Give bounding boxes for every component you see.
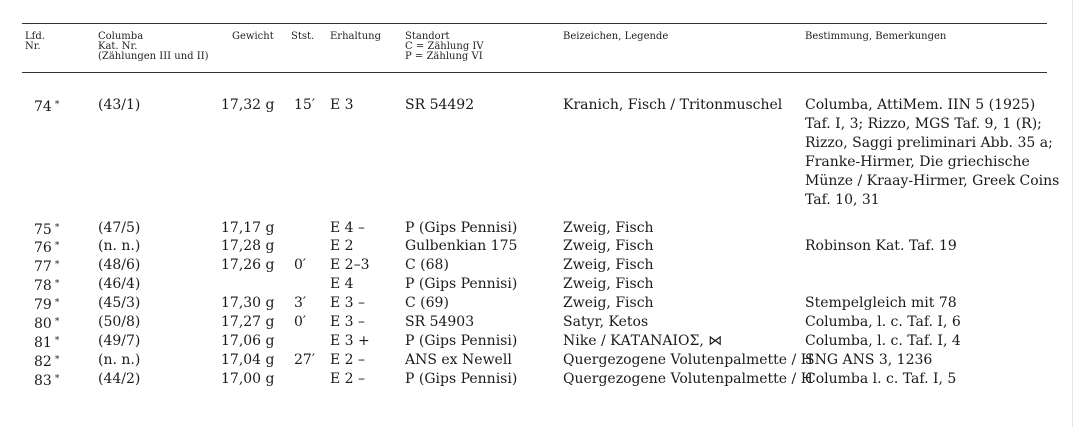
cell-beizeichen: Zweig, Fisch	[563, 295, 654, 311]
cell-bestimmung: Stempelgleich mit 78	[805, 295, 957, 311]
cell-erhaltung: E 2 –	[330, 371, 366, 387]
cell-standort: C (68)	[405, 257, 449, 273]
header-columba: Columba Kat. Nr. (Zählungen III und II)	[98, 31, 209, 62]
row-number	[34, 275, 59, 295]
cell-standort: P (Gips Pennisi)	[405, 333, 518, 349]
cell-gewicht: 17,26 g	[221, 257, 275, 273]
top-rule	[22, 23, 1047, 24]
row-number-value: 74	[34, 99, 52, 115]
cell-erhaltung: E 3 –	[330, 295, 366, 311]
header-rule	[22, 72, 1047, 73]
row-number	[34, 351, 59, 371]
cell-beizeichen: Zweig, Fisch	[563, 220, 654, 236]
cell-standort: P (Gips Pennisi)	[405, 220, 518, 236]
row-74-notes: Columba, AttiMem. IIN 5 (1925) Taf. I, 3; Rizzo, MGS Taf. 9, 1 (R); Rizzo, Saggi preliminari Abb. 35 a; Franke-Hirmer, Die griechische Münze / Kraay-Hirmer, Greek Coins Taf. 10, 31	[805, 97, 1060, 208]
cell-columba: (47/5)	[98, 220, 141, 236]
row-number	[34, 256, 59, 276]
row-number	[34, 370, 59, 390]
asterisk-mark: *	[54, 241, 60, 251]
row-number	[34, 96, 59, 116]
row-number-value: 78	[34, 278, 52, 294]
row-number	[34, 219, 59, 239]
asterisk-mark: *	[54, 260, 60, 270]
asterisk-mark: *	[54, 336, 60, 346]
cell-stst: 0′	[294, 257, 307, 273]
cell-columba: (49/7)	[98, 333, 141, 349]
cell-bestimmung: SNG ANS 3, 1236	[805, 352, 933, 368]
cell-beizeichen: Satyr, Ketos	[563, 314, 649, 330]
cell-beizeichen: Kranich, Fisch / Tritonmuschel	[563, 97, 783, 113]
cell-columba: (43/1)	[98, 97, 141, 113]
asterisk-mark: *	[54, 317, 60, 327]
cell-stst: 3′	[294, 295, 307, 311]
cell-columba: (44/2)	[98, 371, 141, 387]
asterisk-mark: *	[54, 374, 60, 384]
cell-erhaltung: E 2 –	[330, 352, 366, 368]
cell-erhaltung: E 3 +	[330, 333, 370, 349]
cell-stst: 15′	[294, 97, 315, 113]
cell-gewicht: 17,06 g	[221, 333, 275, 349]
header-bestimmung: Bestimmung, Bemerkungen	[805, 31, 947, 42]
cell-gewicht: 17,32 g	[221, 97, 275, 113]
cell-standort: SR 54492	[405, 97, 475, 113]
cell-beizeichen: Quergezogene Volutenpalmette / H	[563, 371, 813, 387]
cell-gewicht: 17,17 g	[221, 220, 275, 236]
row-number	[34, 237, 59, 257]
asterisk-mark: *	[54, 298, 60, 308]
row-number	[34, 313, 59, 333]
cell-columba: (n. n.)	[98, 238, 141, 254]
cell-gewicht: 17,30 g	[221, 295, 275, 311]
cell-columba: (46/4)	[98, 276, 141, 292]
cell-bestimmung: Columba l. c. Taf. I, 5	[805, 371, 957, 387]
row-number-value: 83	[34, 373, 52, 389]
cell-beizeichen: Zweig, Fisch	[563, 257, 654, 273]
asterisk-mark: *	[54, 100, 60, 110]
cell-erhaltung: E 4 –	[330, 220, 366, 236]
header-standort: Standort C = Zählung IV P = Zählung VI	[405, 31, 484, 62]
cell-gewicht: 17,04 g	[221, 352, 275, 368]
cell-standort: ANS ex Newell	[405, 352, 512, 368]
row-number	[34, 332, 59, 352]
cell-erhaltung: E 4	[330, 276, 354, 292]
cell-gewicht: 17,00 g	[221, 371, 275, 387]
row-number-value: 75	[34, 222, 52, 238]
cell-erhaltung: E 2–3	[330, 257, 370, 273]
cell-columba: (n. n.)	[98, 352, 141, 368]
header-lfd: Lfd. Nr.	[25, 31, 45, 52]
cell-bestimmung: Columba, l. c. Taf. I, 4	[805, 333, 961, 349]
asterisk-mark: *	[54, 223, 60, 233]
cell-standort: SR 54903	[405, 314, 475, 330]
row-number-value: 77	[34, 259, 52, 275]
header-beizeichen: Beizeichen, Legende	[563, 31, 669, 42]
cell-erhaltung: E 3 –	[330, 314, 366, 330]
cell-bestimmung: Robinson Kat. Taf. 19	[805, 238, 957, 254]
header-stst: Stst.	[291, 31, 315, 42]
cell-columba: (48/6)	[98, 257, 141, 273]
page-edge-line	[1072, 0, 1073, 427]
cell-erhaltung: E 2	[330, 238, 354, 254]
asterisk-mark: *	[54, 279, 60, 289]
cell-beizeichen: Quergezogene Volutenpalmette / H	[563, 352, 813, 368]
header-erhaltung: Erhaltung	[330, 31, 381, 42]
cell-beizeichen: Nike / ΚΑΤΑΝΑΙΟΣ, ⋈	[563, 333, 723, 349]
cell-standort: P (Gips Pennisi)	[405, 276, 518, 292]
cell-gewicht: 17,27 g	[221, 314, 275, 330]
cell-erhaltung: E 3	[330, 97, 354, 113]
cell-columba: (45/3)	[98, 295, 141, 311]
cell-bestimmung: Columba, l. c. Taf. I, 6	[805, 314, 961, 330]
cell-standort: C (69)	[405, 295, 449, 311]
cell-stst: 0′	[294, 314, 307, 330]
cell-stst: 27′	[294, 352, 315, 368]
row-number-value: 80	[34, 316, 52, 332]
row-number-value: 79	[34, 297, 52, 313]
cell-standort: Gulbenkian 175	[405, 238, 518, 254]
header-gewicht: Gewicht	[232, 31, 274, 42]
asterisk-mark: *	[54, 355, 60, 365]
row-number	[34, 294, 59, 314]
cell-standort: P (Gips Pennisi)	[405, 371, 518, 387]
cell-beizeichen: Zweig, Fisch	[563, 238, 654, 254]
cell-beizeichen: Zweig, Fisch	[563, 276, 654, 292]
row-number-value: 76	[34, 240, 52, 256]
cell-columba: (50/8)	[98, 314, 141, 330]
cell-gewicht: 17,28 g	[221, 238, 275, 254]
row-number-value: 81	[34, 335, 52, 351]
row-number-value: 82	[34, 354, 52, 370]
